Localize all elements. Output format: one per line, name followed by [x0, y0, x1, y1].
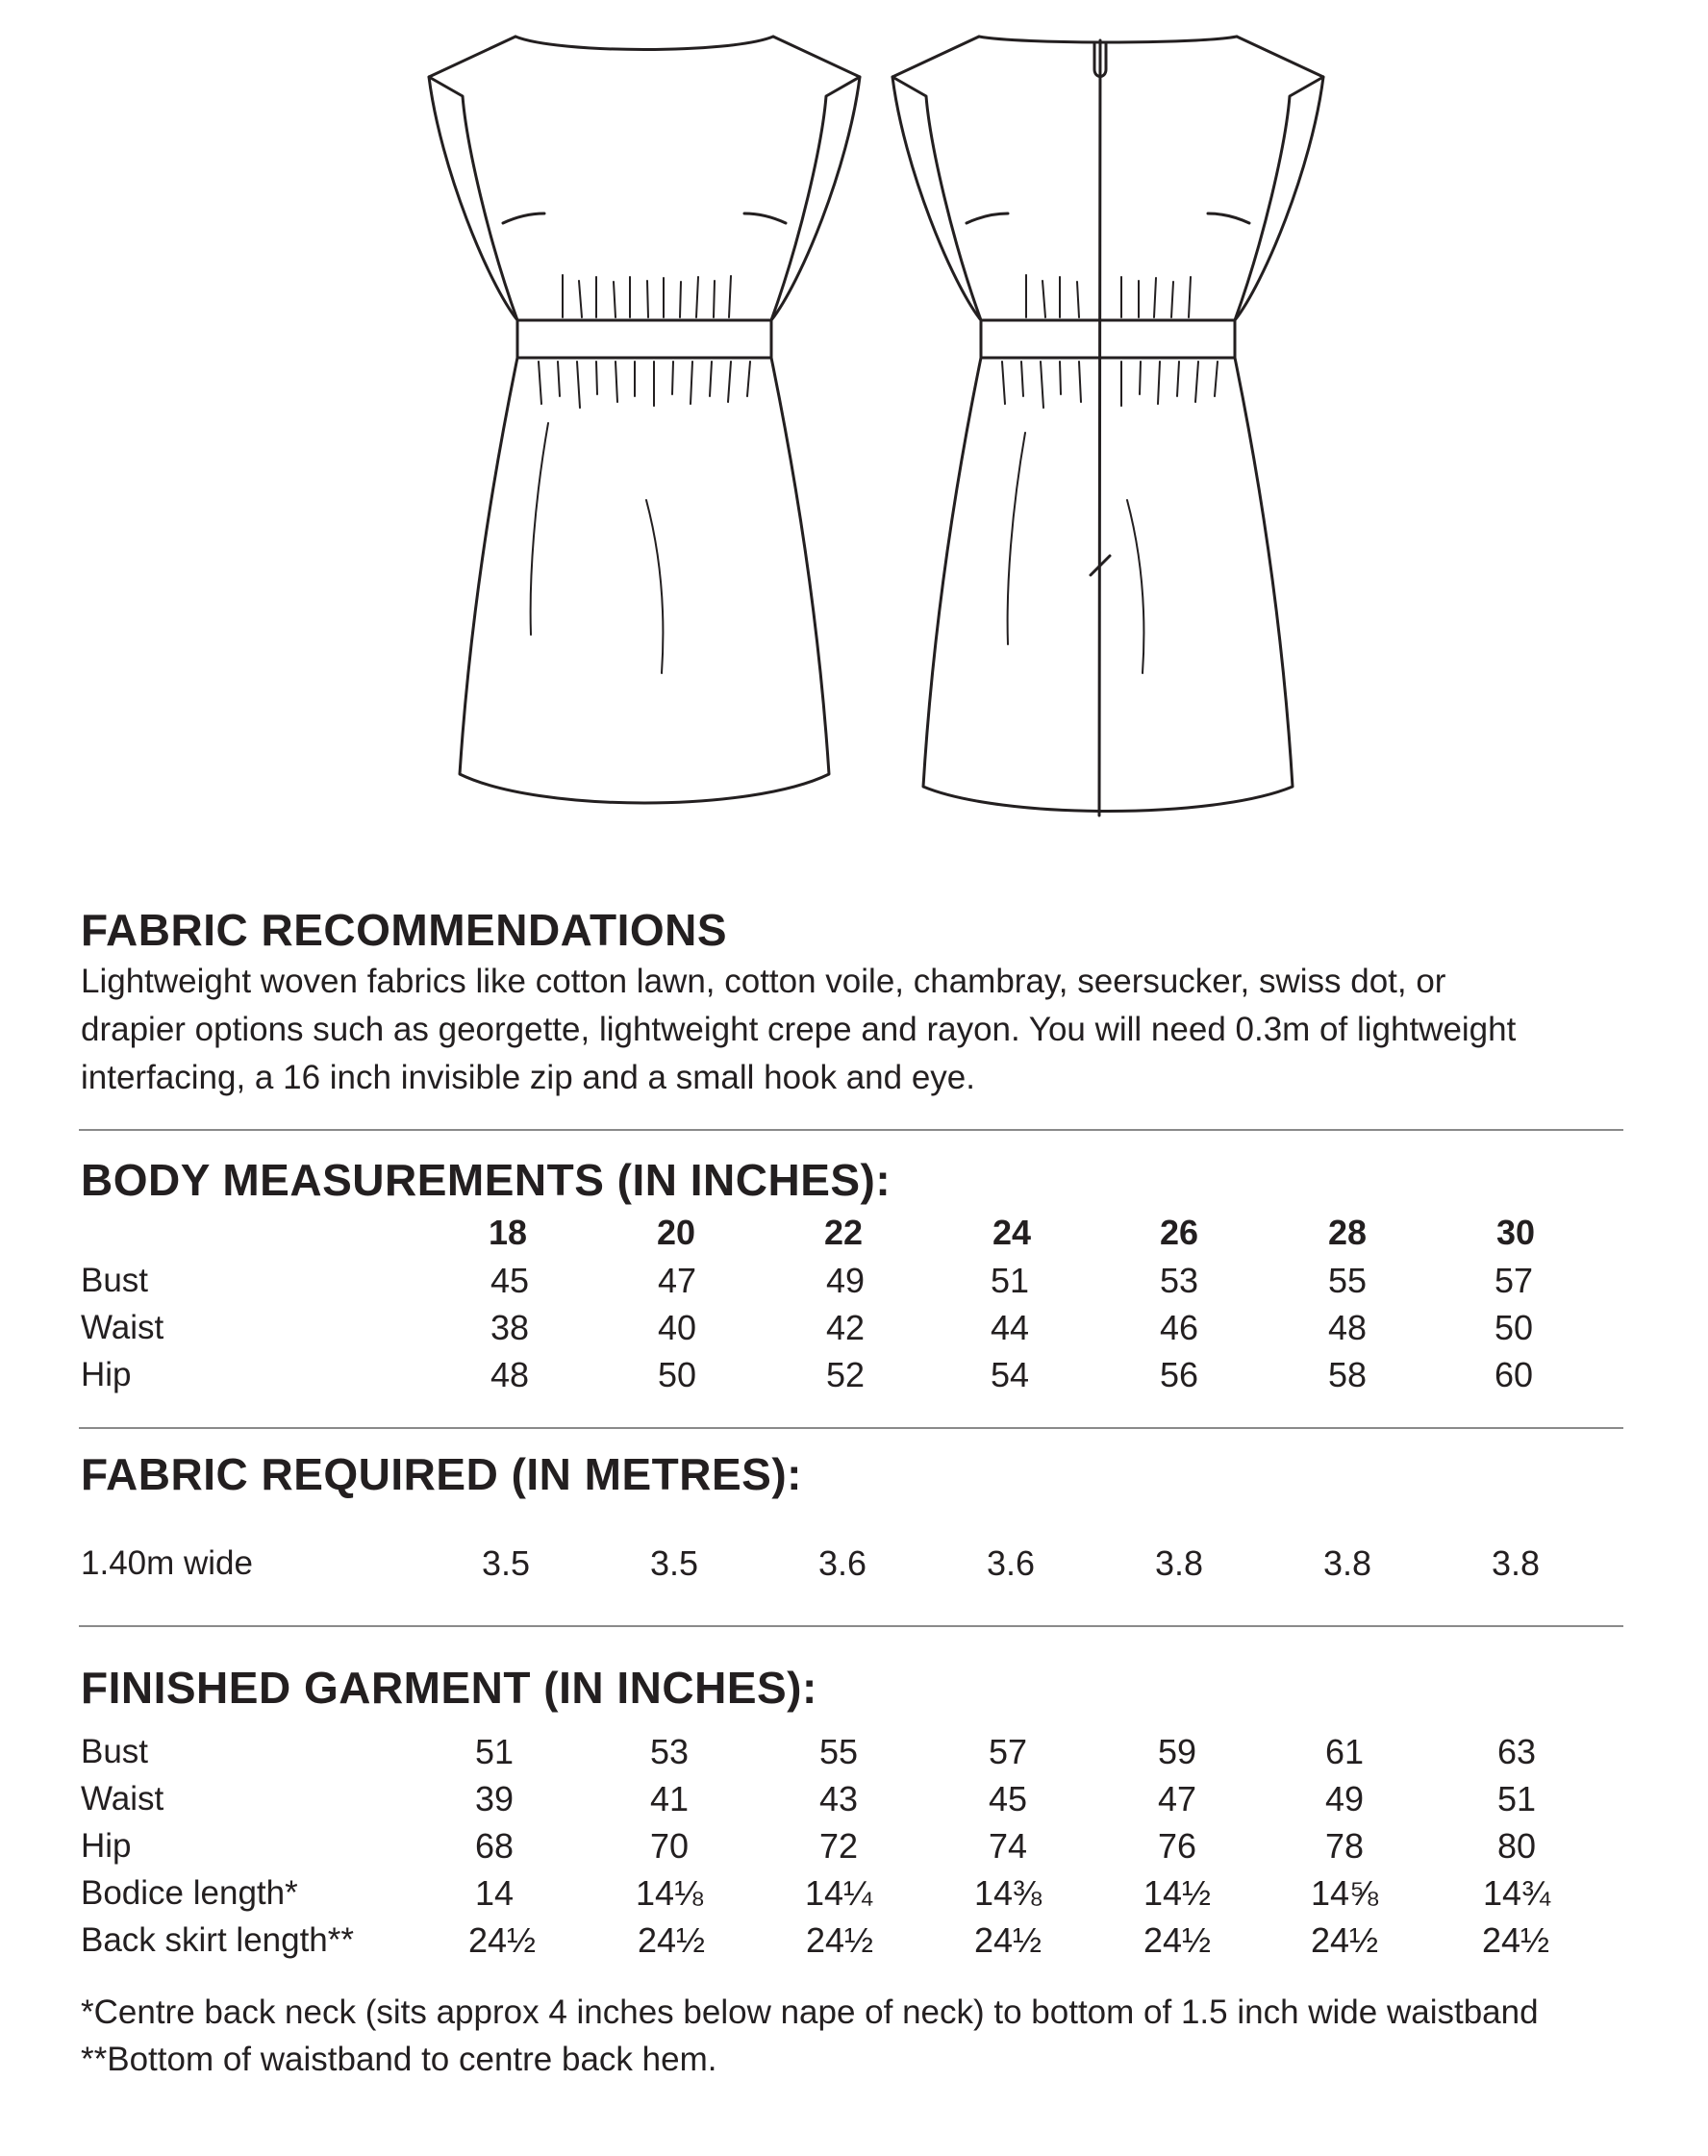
table-cell: 42: [825, 1308, 866, 1347]
table-cell: 55: [818, 1732, 859, 1771]
table-cell: 57: [988, 1732, 1028, 1771]
table-cell: 14⅝: [1310, 1873, 1379, 1913]
table-cell: 14½: [1143, 1873, 1212, 1913]
table-cell: 40: [657, 1308, 697, 1347]
section-divider: [79, 1625, 1623, 1627]
dress-front-view: [429, 37, 860, 803]
table-cell: 14¾: [1482, 1873, 1551, 1913]
table-cell: 45: [490, 1261, 530, 1300]
table-cell: 43: [818, 1779, 859, 1818]
row-label: Bust: [81, 1262, 149, 1299]
finished-garment-heading: FINISHED GARMENT (IN INCHES):: [81, 1663, 817, 1713]
table-cell: 52: [825, 1355, 866, 1394]
fabric-text-line: interfacing, a 16 inch invisible zip and a small hook and eye.: [81, 1059, 975, 1096]
table-cell: 57: [1494, 1261, 1534, 1300]
table-cell: 47: [1157, 1779, 1197, 1818]
dress-back-view: [892, 37, 1323, 815]
table-cell: 3.6: [986, 1543, 1036, 1583]
row-label: Bust: [81, 1733, 149, 1770]
row-label: 1.40m wide: [81, 1544, 253, 1582]
size-header-cell: 30: [1495, 1213, 1536, 1252]
table-cell: 47: [657, 1261, 697, 1300]
table-cell: 51: [990, 1261, 1030, 1300]
table-cell: 48: [1327, 1308, 1368, 1347]
row-label: Waist: [81, 1780, 164, 1818]
table-cell: 3.8: [1154, 1543, 1204, 1583]
table-cell: 24½: [1310, 1920, 1379, 1960]
table-cell: 55: [1327, 1261, 1368, 1300]
table-cell: 41: [649, 1779, 690, 1818]
table-cell: 3.5: [649, 1543, 699, 1583]
table-cell: 54: [990, 1355, 1030, 1394]
table-cell: 3.8: [1322, 1543, 1372, 1583]
table-cell: 39: [474, 1779, 515, 1818]
table-cell: 38: [490, 1308, 530, 1347]
table-cell: 24½: [805, 1920, 874, 1960]
table-cell: 24½: [637, 1920, 706, 1960]
table-cell: 14: [474, 1873, 515, 1913]
table-cell: 76: [1157, 1826, 1197, 1866]
row-label: Hip: [81, 1827, 132, 1865]
table-cell: 45: [988, 1779, 1028, 1818]
fabric-required-heading: FABRIC REQUIRED (IN METRES):: [81, 1449, 802, 1499]
table-cell: 50: [1494, 1308, 1534, 1347]
table-cell: 58: [1327, 1355, 1368, 1394]
table-cell: 60: [1494, 1355, 1534, 1394]
row-label: Waist: [81, 1309, 164, 1346]
row-label: Back skirt length**: [81, 1921, 355, 1959]
table-cell: 72: [818, 1826, 859, 1866]
table-cell: 44: [990, 1308, 1030, 1347]
fabric-recommendations-text: [81, 958, 1648, 1102]
table-cell: 49: [1324, 1779, 1365, 1818]
footnote-back-skirt-length: **Bottom of waistband to centre back hem.: [81, 2041, 717, 2078]
fabric-text-line: drapier options such as georgette, lightweight crepe and rayon. You will need 0.3m of lightweight: [81, 1011, 1517, 1048]
table-cell: 61: [1324, 1732, 1365, 1771]
section-divider: [79, 1129, 1623, 1131]
table-cell: 50: [657, 1355, 697, 1394]
table-cell: 74: [988, 1826, 1028, 1866]
table-cell: 80: [1496, 1826, 1537, 1866]
footnote-bodice-length: *Centre back neck (sits approx 4 inches below nape of neck) to bottom of 1.5 inch wide waistband: [81, 1993, 1539, 2031]
table-cell: 51: [474, 1732, 515, 1771]
table-cell: 14¼: [804, 1873, 873, 1913]
body-measurements-heading: BODY MEASUREMENTS (IN INCHES):: [81, 1155, 892, 1205]
size-header-cell: 26: [1159, 1213, 1199, 1252]
table-cell: 24½: [973, 1920, 1042, 1960]
table-cell: 3.6: [817, 1543, 867, 1583]
row-label: Bodice length*: [81, 1874, 298, 1912]
size-header-cell: 20: [656, 1213, 696, 1252]
table-cell: 24½: [1143, 1920, 1212, 1960]
size-header-cell: 28: [1327, 1213, 1368, 1252]
table-cell: 49: [825, 1261, 866, 1300]
table-cell: 70: [649, 1826, 690, 1866]
fabric-text-line: Lightweight woven fabrics like cotton lawn, cotton voile, chambray, seersucker, swiss dot, or: [81, 963, 1446, 1000]
table-cell: 63: [1496, 1732, 1537, 1771]
size-header-cell: 22: [823, 1213, 864, 1252]
table-cell: 14⅛: [635, 1873, 704, 1913]
table-cell: 56: [1159, 1355, 1199, 1394]
table-cell: 68: [474, 1826, 515, 1866]
table-cell: 24½: [1481, 1920, 1550, 1960]
size-header-cell: 24: [992, 1213, 1032, 1252]
table-cell: 78: [1324, 1826, 1365, 1866]
fabric-recommendations-heading: FABRIC RECOMMENDATIONS: [81, 905, 728, 955]
size-header-cell: 18: [488, 1213, 528, 1252]
table-cell: 53: [649, 1732, 690, 1771]
table-cell: 51: [1496, 1779, 1537, 1818]
table-cell: 53: [1159, 1261, 1199, 1300]
table-cell: 46: [1159, 1308, 1199, 1347]
row-label: Hip: [81, 1356, 132, 1393]
table-cell: 14⅜: [973, 1873, 1042, 1913]
section-divider: [79, 1427, 1623, 1429]
table-cell: 3.5: [481, 1543, 531, 1583]
dress-technical-drawings: [0, 0, 1708, 865]
table-cell: 48: [490, 1355, 530, 1394]
table-cell: 24½: [467, 1920, 537, 1960]
table-cell: 59: [1157, 1732, 1197, 1771]
table-cell: 3.8: [1491, 1543, 1541, 1583]
